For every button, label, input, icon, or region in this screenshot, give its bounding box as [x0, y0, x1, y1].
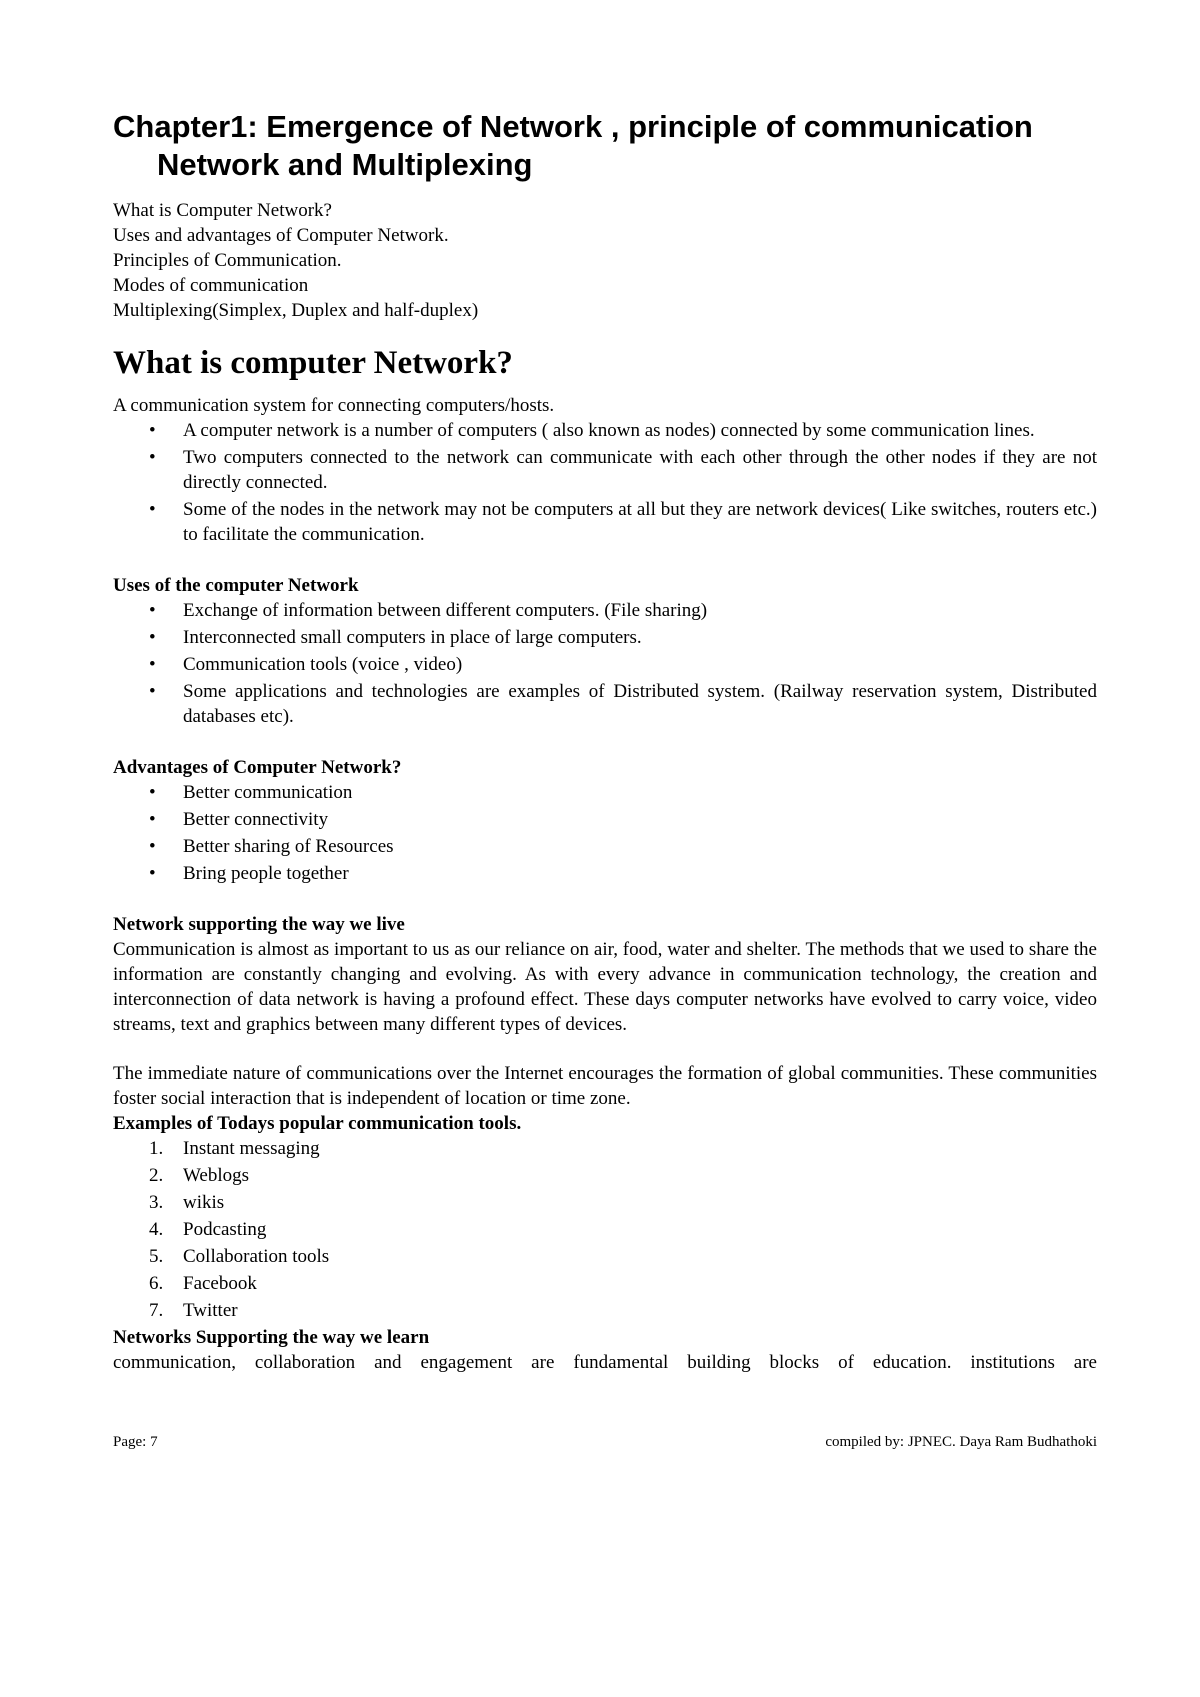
bullet-icon: • — [149, 499, 156, 520]
page-content — [113, 108, 1097, 1375]
list-item-text: Exchange of information between different computers. (File sharing) — [183, 600, 708, 621]
list-number: 7. — [149, 1300, 164, 1321]
list-item-text: Facebook — [183, 1273, 257, 1294]
list-item — [113, 1190, 1097, 1215]
chapter-title — [113, 108, 1097, 184]
bullet-icon: • — [149, 863, 156, 884]
bullet-icon: • — [149, 627, 156, 648]
list-item — [113, 834, 1097, 859]
advantages-heading: Advantages of Computer Network? — [113, 757, 402, 778]
list-item — [113, 497, 1097, 547]
list-item — [113, 679, 1097, 729]
list-item — [113, 418, 1097, 443]
page-footer — [113, 1432, 1097, 1454]
list-item-text: Better connectivity — [183, 809, 329, 830]
list-number: 6. — [149, 1273, 164, 1294]
list-item — [113, 861, 1097, 886]
list-number: 3. — [149, 1192, 164, 1213]
bullet-icon: • — [149, 836, 156, 857]
bullet-icon: • — [149, 420, 156, 441]
live-paragraph-1: Communication is almost as important to us as our reliance on air, food, water and shelter. The methods that we used to share the information are constantly changing and evolving. As with every advance in communication technology, the creation and interconnection of data network is having a profound effect. These days computer networks have evolved to carry voice, video streams, text and graphics between many different types of devices. — [113, 939, 1097, 1035]
live-heading: Network supporting the way we live — [113, 914, 405, 935]
list-item-text: Weblogs — [183, 1165, 250, 1186]
list-item-text: Twitter — [183, 1300, 238, 1321]
list-item — [113, 1271, 1097, 1296]
bullet-icon: • — [149, 447, 156, 468]
list-item-text: Some applications and technologies are examples of Distributed system. (Railway reservation system, Distributed databases etc). — [183, 681, 1097, 727]
list-number: 1. — [149, 1138, 164, 1159]
list-item-text: A computer network is a number of computers ( also known as nodes) connected by some communication lines. — [183, 420, 1035, 441]
bullet-icon: • — [149, 809, 156, 830]
live-paragraph-2: The immediate nature of communications over the Internet encourages the formation of global communities. These communities foster social interaction that is independent of location or time zone. — [113, 1063, 1097, 1109]
tools-heading: Examples of Todays popular communication tools. — [113, 1113, 522, 1134]
intro-text: A communication system for connecting computers/hosts. — [113, 395, 555, 416]
definition-bullet-list — [113, 418, 1097, 547]
list-item-text: Two computers connected to the network can communicate with each other through the other nodes if they are not directly connected. — [183, 447, 1097, 493]
list-item — [113, 1298, 1097, 1323]
list-item — [113, 1217, 1097, 1242]
toc-item: What is Computer Network? — [113, 200, 332, 221]
list-item-text: wikis — [183, 1192, 225, 1213]
toc-item: Multiplexing(Simplex, Duplex and half-duplex) — [113, 300, 479, 321]
list-item-text: Better communication — [183, 782, 353, 803]
list-number: 5. — [149, 1246, 164, 1267]
uses-heading: Uses of the computer Network — [113, 575, 359, 596]
list-item-text: Communication tools (voice , video) — [183, 654, 463, 675]
toc-item: Modes of communication — [113, 275, 309, 296]
list-item — [113, 625, 1097, 650]
chapter-title-line2: Network and Multiplexing — [157, 147, 533, 182]
list-item-text: Interconnected small computers in place of large computers. — [183, 627, 642, 648]
compiled-by: compiled by: JPNEC. Daya Ram Budhathoki — [825, 1434, 1097, 1450]
list-item — [113, 780, 1097, 805]
bullet-icon: • — [149, 782, 156, 803]
tools-numbered-list — [113, 1136, 1097, 1323]
list-number: 4. — [149, 1219, 164, 1240]
bullet-icon: • — [149, 600, 156, 621]
section-heading: What is computer Network? — [113, 345, 513, 381]
toc-item: Uses and advantages of Computer Network. — [113, 225, 449, 246]
list-item — [113, 445, 1097, 495]
bullet-icon: • — [149, 681, 156, 702]
list-item-text: Instant messaging — [183, 1138, 320, 1159]
list-item — [113, 1136, 1097, 1161]
advantages-bullet-list — [113, 780, 1097, 886]
chapter-contents-list — [113, 198, 1097, 323]
list-item — [113, 598, 1097, 623]
chapter-title-line1: Chapter1: Emergence of Network , principle of communication — [113, 109, 1033, 144]
list-item-text: Some of the nodes in the network may not be computers at all but they are network devices( Like switches, routers etc.) to facilitate the communication. — [183, 499, 1097, 545]
list-item-text: Better sharing of Resources — [183, 836, 394, 857]
page-number: Page: 7 — [113, 1434, 158, 1450]
list-item-text: Podcasting — [183, 1219, 267, 1240]
bullet-icon: • — [149, 654, 156, 675]
toc-item: Principles of Communication. — [113, 250, 342, 271]
learn-heading: Networks Supporting the way we learn — [113, 1327, 430, 1348]
list-item — [113, 1163, 1097, 1188]
list-item-text: Bring people together — [183, 863, 349, 884]
learn-paragraph: communication, collaboration and engagement are fundamental building blocks of education. institutions are — [113, 1352, 1097, 1373]
list-item-text: Collaboration tools — [183, 1246, 330, 1267]
list-number: 2. — [149, 1165, 164, 1186]
list-item — [113, 652, 1097, 677]
list-item — [113, 1244, 1097, 1269]
uses-bullet-list — [113, 598, 1097, 729]
list-item — [113, 807, 1097, 832]
